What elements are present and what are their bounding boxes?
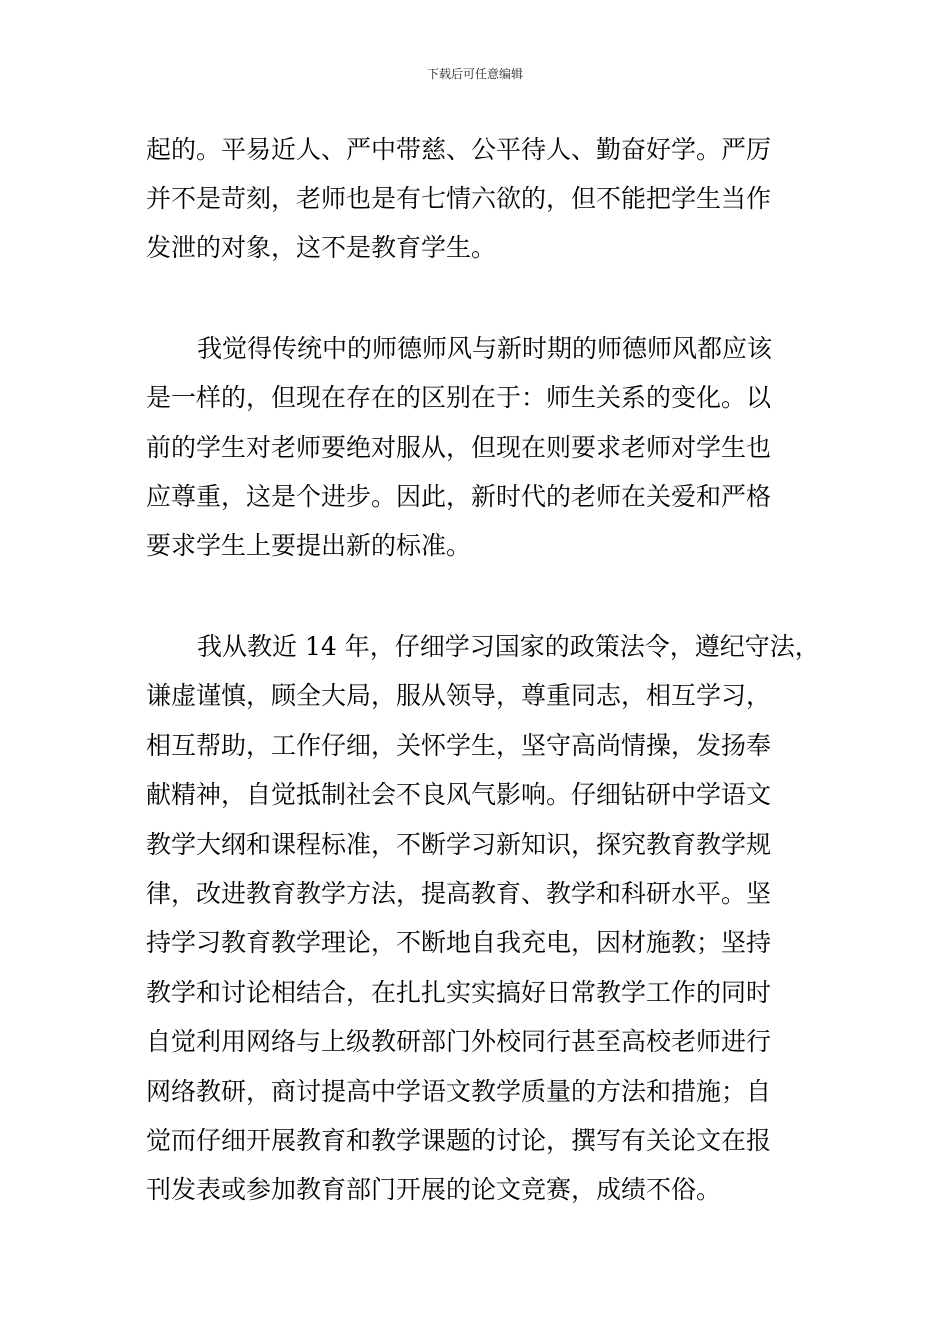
paragraph-line: 相互帮助，工作仔细，关怀学生，坚守高尚情操，发扬奉 xyxy=(146,731,772,760)
paragraph-line: 我觉得传统中的师德师风与新时期的师德师风都应该 xyxy=(197,334,773,363)
paragraph-line: 刊发表或参加教育部门开展的论文竞赛，成绩不俗。 xyxy=(146,1175,722,1204)
paragraph-line: 觉而仔细开展教育和教学课题的讨论，撰写有关论文在报 xyxy=(146,1126,772,1155)
paragraph-line: 起的。平易近人、严中带慈、公平待人、勤奋好学。严厉 xyxy=(146,135,772,164)
paragraph-line: 要求学生上要提出新的标准。 xyxy=(146,531,472,560)
paragraph-line: 是一样的，但现在存在的区别在于：师生关系的变化。以 xyxy=(146,383,772,412)
paragraph-line: 前的学生对老师要绝对服从，但现在则要求老师对学生也 xyxy=(146,433,772,462)
paragraph-line: 应尊重，这是个进步。因此，新时代的老师在关爱和严格 xyxy=(146,482,772,511)
page-header-note: 下载后可任意编辑 xyxy=(426,67,523,81)
paragraph-line: 教学和讨论相结合，在扎扎实实搞好日常教学工作的同时 xyxy=(146,978,772,1007)
paragraph-line: 自觉利用网络与上级教研部门外校同行甚至高校老师进行 xyxy=(146,1027,772,1056)
paragraph-line: 教学大纲和课程标准，不断学习新知识，探究教育教学规 xyxy=(146,830,772,859)
paragraph-line: 我从教近 14 年，仔细学习国家的政策法令，遵纪守法， xyxy=(197,632,820,661)
paragraph-line: 并不是苛刻，老师也是有七情六欲的，但不能把学生当作 xyxy=(146,184,772,213)
paragraph-line: 持学习教育教学理论，不断地自我充电，因材施教；坚持 xyxy=(146,928,772,957)
paragraph-line: 律，改进教育教学方法，提高教育、教学和科研水平。坚 xyxy=(146,879,772,908)
paragraph-line: 谦虚谨慎，顾全大局，服从领导，尊重同志，相互学习， xyxy=(146,681,772,710)
paragraph-line: 献精神，自觉抵制社会不良风气影响。仔细钻研中学语文 xyxy=(146,780,772,809)
paragraph-line: 网络教研，商讨提高中学语文教学质量的方法和措施；自 xyxy=(146,1077,772,1106)
paragraph-line: 发泄的对象，这不是教育学生。 xyxy=(146,233,497,262)
